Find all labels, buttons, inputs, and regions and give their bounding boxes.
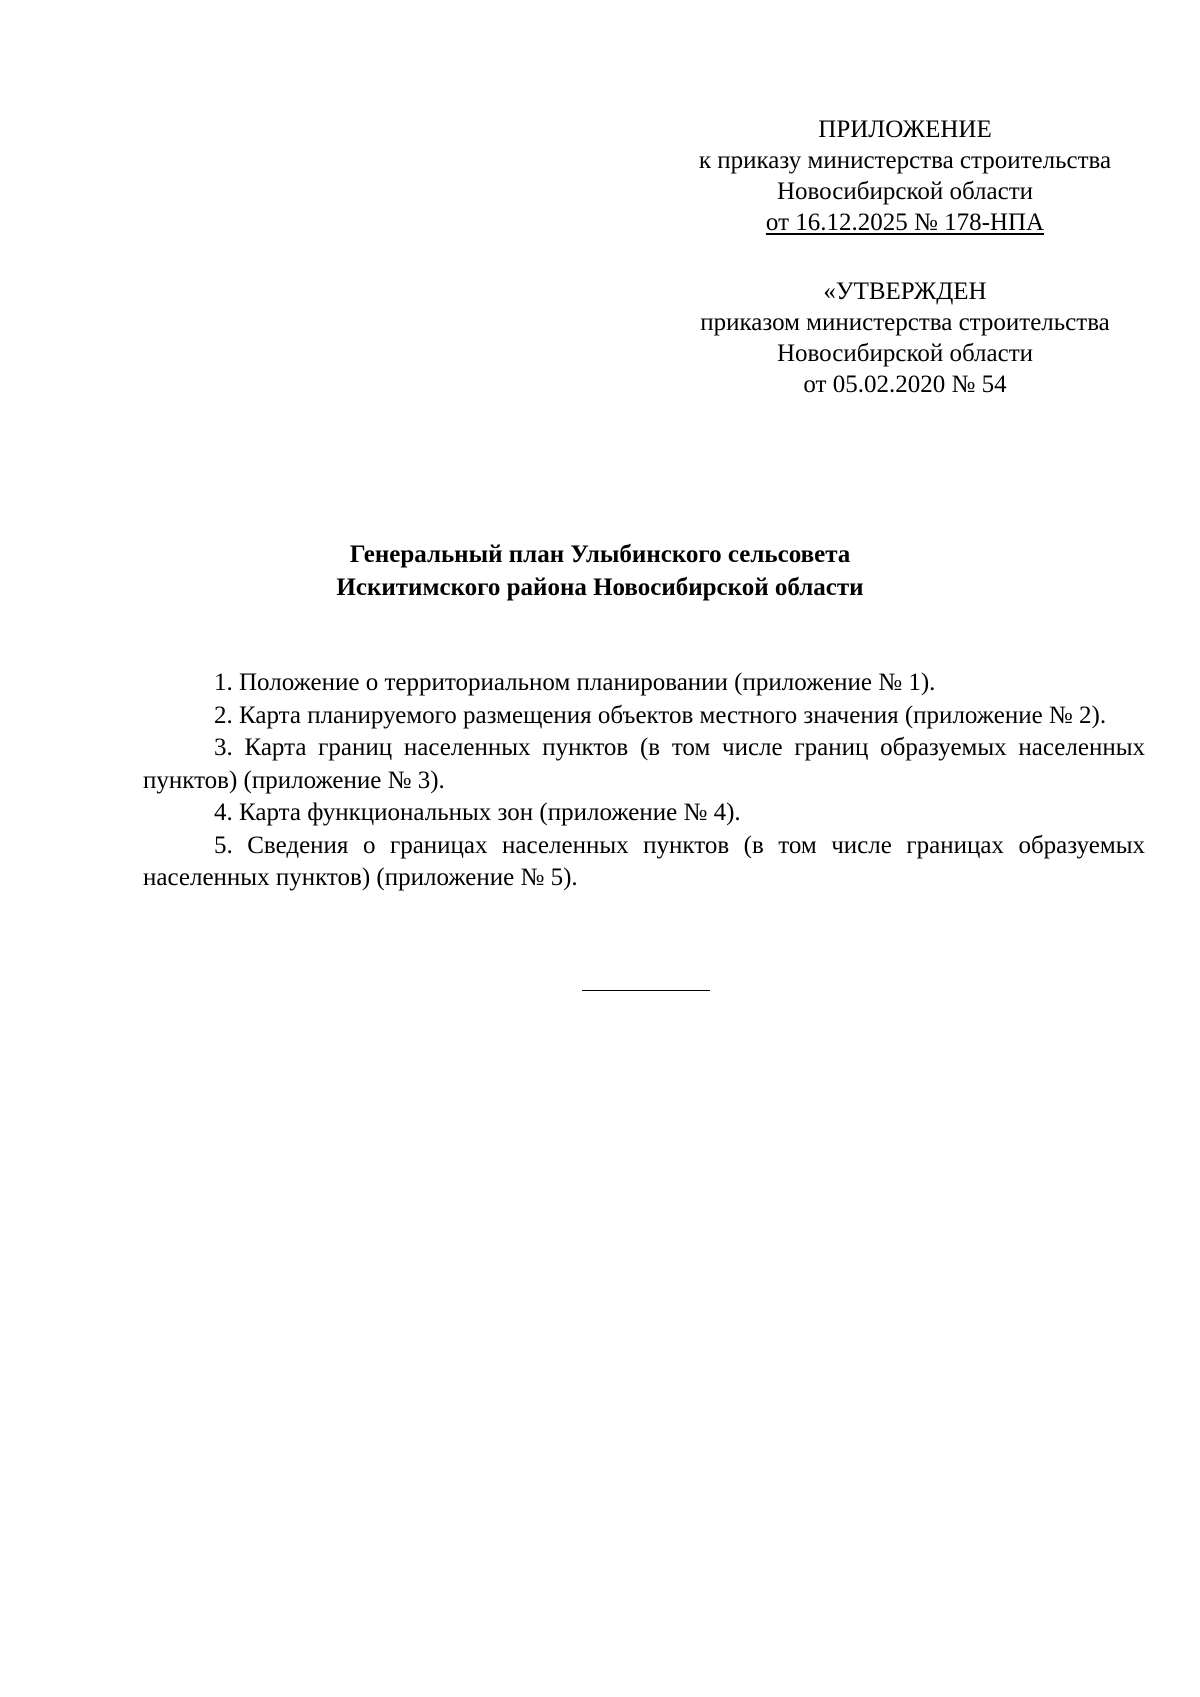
appendix-header [620,114,1190,238]
document-title [140,538,1060,604]
end-divider [582,990,710,991]
approval-order-issuer: приказом министерства строительства [700,309,1110,336]
document-title-line-2: Искитимского района Новосибирской области [336,574,864,601]
document-title-line-1: Генеральный план Улыбинского сельсовета [349,541,851,568]
appendix-region: Новосибирской области [776,178,1034,205]
contents-item-1: 1. Положение о территориальном планировании (приложение № 1). [214,669,936,696]
contents-item-4: 4. Карта функциональных зон (приложение № 4). [214,799,741,826]
contents-item-2: 2. Карта планируемого размещения объектов местного значения (приложение № 2). [214,701,1107,729]
contents-list [143,667,1145,895]
approval-region: Новосибирской области [776,340,1034,367]
approval-header [620,276,1190,400]
contents-item-3: 3. Карта границ населенных пунктов (в том числе границ образуемых населенных пунктов) (приложение № 3). [143,734,1145,794]
appendix-title: ПРИЛОЖЕНИЕ [818,116,992,143]
appendix-order-issuer: к приказу министерства строительства [698,147,1112,174]
contents-item-5: 5. Сведения о границах населенных пунктов (в том числе границах образуемых населенных пунктов) (приложение № 5). [143,831,1145,891]
appendix-order-reference: от 16.12.2025 № 178-НПА [765,209,1045,236]
approval-title: «УТВЕРЖДЕН [823,278,987,305]
approval-order-reference: от 05.02.2020 № 54 [803,371,1007,398]
